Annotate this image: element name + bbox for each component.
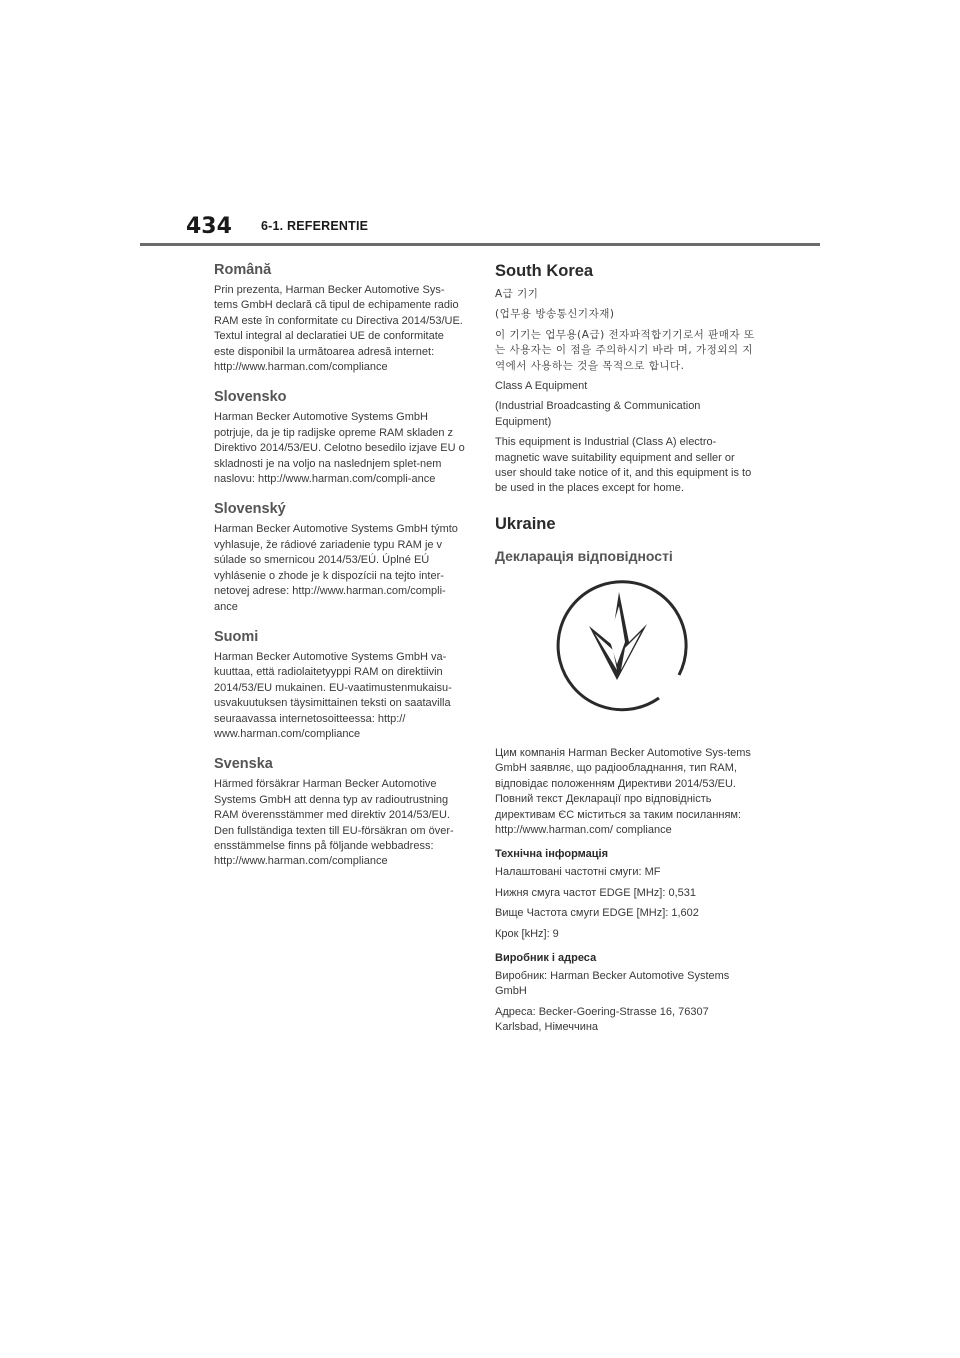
ukraine-declaration-text: Цим компанія Harman Becker Automotive Sys-tems GmbH заявляє, що радіообладнання, тип RAM, відповідає положенням Директиви 2014/53/EU. Повний текст Декларації про відповідність директивам ЄС міститься за таким посиланням: http://www.harman.com/ compliance — [495, 746, 751, 836]
ukraine-manufacturer-address: Адреса: Becker-Goering-Strasse 16, 76307 Karlsbad, Німеччина — [495, 1005, 709, 1034]
korea-notice-ko: 이 기기는 업무용(A급) 전자파적합기기로서 판매자 또는 사용자는 이 점을 주의하시기 바라 며, 가정외의 지역에서 사용하는 것을 목적으로 합니다. — [495, 328, 755, 372]
korea-class-a-en: Class A Equipment — [495, 380, 588, 393]
ukraine-tech-line: Нижня смуга частот EDGE [MHz]: 0,531 — [495, 886, 696, 899]
korea-equipment-ko: (업무용 방송통신기자재) — [495, 308, 615, 321]
conformity-mark-area — [495, 574, 755, 734]
section-text-suomi: Harman Becker Automotive Systems GmbH va-kuuttaa, että radiolaitetyyppi RAM on direktiivin 2014/53/EU mukainen. EU-vaatimustenmukaisu-usvakuutuksen täysimittainen teksti on saatavilla seuraavassa internetosoitteessa: http:// www.harman.com/compliance — [214, 650, 452, 740]
ukraine-tech-line: Крок [kHz]: 9 — [495, 927, 559, 940]
header-rule — [140, 243, 820, 246]
ukraine-manufacturer-name: Виробник: Harman Becker Automotive Systems GmbH — [495, 969, 730, 998]
section-suomi — [214, 629, 466, 742]
section-title-slovensko: Slovensko — [214, 389, 287, 406]
chapter-title: 6-1. REFERENTIE — [261, 219, 369, 233]
section-title-south-korea: South Korea — [495, 262, 594, 280]
section-title-suomi: Suomi — [214, 628, 259, 645]
ukraine-tech-line: Вище Частота смуги EDGE [MHz]: 1,602 — [495, 907, 699, 920]
page-number: 434 — [186, 214, 232, 239]
section-title-romana: Română — [214, 262, 272, 278]
section-romana — [214, 262, 466, 375]
section-title-svenska: Svenska — [214, 756, 273, 773]
section-text-slovensko: Harman Becker Automotive Systems GmbH potrjuje, da je tip radijske opreme RAM skladen z Direktivo 2014/53/EU. Celotno besedilo izjave EU o skladnosti je na voljo na naslednjem splet-nem naslovu: http://www.harman.com/compli-ance — [214, 411, 465, 486]
ukraine-tech-line: Налаштовані частотні смуги: MF — [495, 866, 661, 879]
ukraine-tech-title: Технічна інформація — [495, 848, 608, 861]
section-slovensko — [214, 389, 466, 487]
ukraine-manufacturer-title: Виробник і адреса — [495, 951, 597, 964]
korea-class-a-ko: A급 기기 — [495, 288, 539, 300]
ukrsepro-conformity-mark-icon — [555, 580, 695, 720]
section-text-slovensky: Harman Becker Automotive Systems GmbH týmto vyhlasuje, že rádiové zariadenie typu RAM je v súlade so smernicou 2014/53/EÚ. Úplné EÚ vyhlásenie o zhode je k dispozícii na tejto inter-netovej adrese: http://www.harman.com/compli-ance — [214, 523, 458, 613]
ukraine-declaration-title: Декларація відповідності — [495, 547, 673, 564]
korea-notice-en: This equipment is Industrial (Class A) electro-magnetic wave suitability equipment and seller or user should take notice of it, and this equipment is to be used in the places except for home. — [495, 436, 752, 495]
section-svenska — [214, 756, 466, 869]
section-ukraine — [495, 515, 755, 1036]
section-south-korea — [495, 262, 755, 497]
right-column — [495, 262, 755, 1036]
section-text-romana: Prin prezenta, Harman Becker Automotive Sys-tems GmbH declară că tipul de echipamente radio RAM este în conformitate cu Directiva 2014/53/UE. Textul integral al declaratiei UE de conformitate este disponibil la următoarea adresă internet: http://www.harman.com/compliance — [214, 284, 463, 374]
korea-equipment-en: (Industrial Broadcasting & Communication Equipment) — [495, 400, 701, 428]
section-slovensky — [214, 501, 466, 614]
section-text-svenska: Härmed försäkrar Harman Becker Automotive Systems GmbH att denna typ av radioutrustning RAM överensstämmer med direktiv 2014/53/EU. Den fullständiga texten till EU-försäkran om över-ensstämmelse finns på följande webbadress: http://www.harman.com/compliance — [214, 778, 454, 868]
page-header — [140, 210, 820, 250]
section-title-slovensky: Slovenský — [214, 501, 286, 518]
section-title-ukraine: Ukraine — [495, 514, 556, 533]
left-column — [214, 262, 466, 884]
